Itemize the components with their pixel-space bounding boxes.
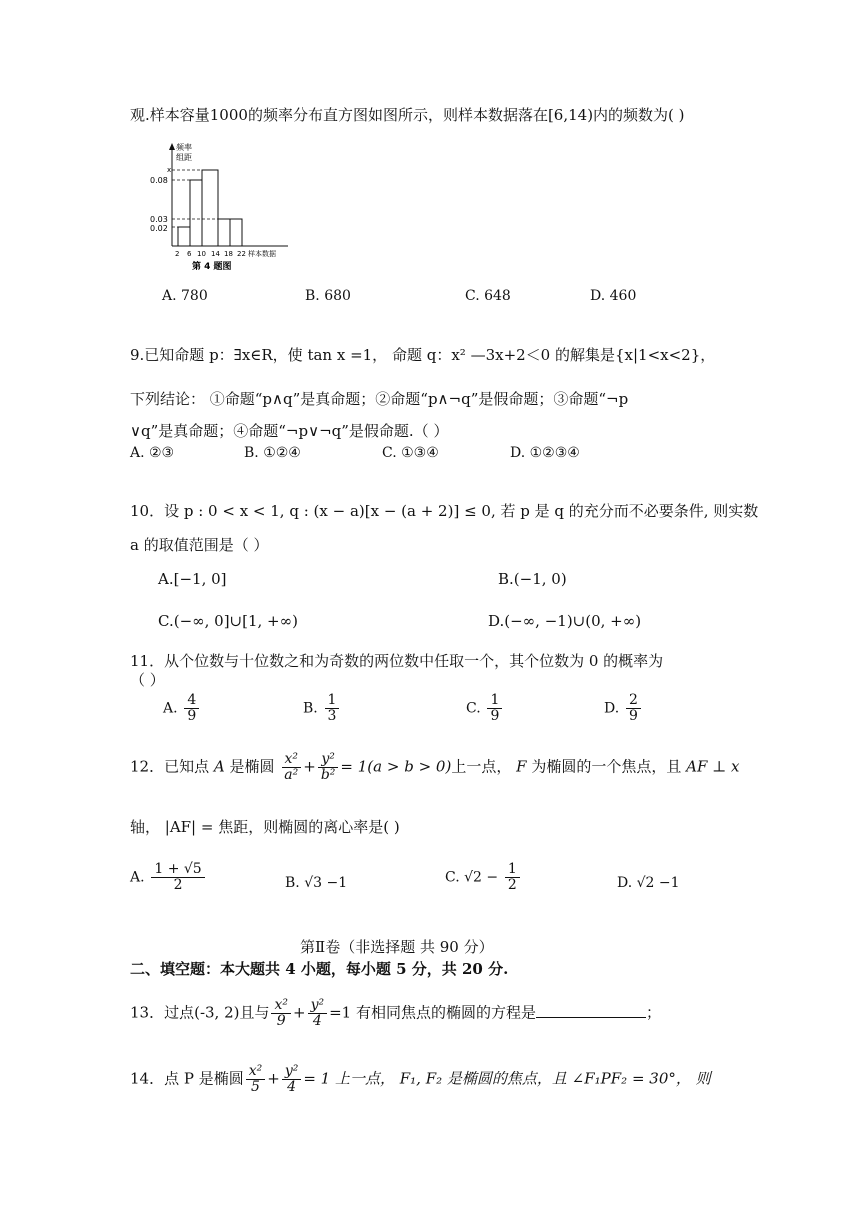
histogram-ytick-003: 0.03 [150,215,168,224]
q13-fraction-x: $\frac{\text{x²}}{9}$ [271,998,291,1029]
q8-option-b[interactable]: B. 680 [305,288,351,304]
q14-line: 14．点 P 是椭圆 $\frac{\text{x²}}{5}$ + $\frac{\text{y²}}{4}$ = 1 上一点， F₁, F₂ 是椭圆的焦点，且 ∠F₁PF₂ = 30°， 则 [130,1063,711,1095]
histogram-bar [218,219,230,246]
q10-option-d[interactable]: D.(−∞, −1)∪(0, +∞) [488,612,642,630]
q14-fraction-y: $\frac{\text{y²}}{4}$ [282,1064,302,1095]
q11-option-b[interactable] [303,693,341,724]
q11-option-b-fraction: $\frac{1}{3}$ [325,693,340,724]
histogram-bar [190,180,202,246]
section2-title: 第Ⅱ卷（非选择题 共 90 分） [300,938,494,956]
q8-stem: 观.样本容量1000的频率分布直方图如图所示，则样本数据落在[6,14)内的频数为( ) [130,106,685,124]
histogram-xtick: 6 [187,250,192,258]
q12-option-b[interactable]: B. √3 −1 [285,875,348,891]
q9-option-b[interactable]: B. ①②④ [244,445,301,461]
histogram-bar [230,219,242,246]
q8-option-d[interactable]: D. 460 [590,288,637,304]
q12-option-a[interactable]: A. $\frac{1 + √5}{2}$ [130,862,207,893]
histogram-ylabel-2: 组距 [176,153,192,162]
q9-line2: 下列结论： ①命题“p∧q”是真命题；②命题“p∧¬q”是假命题；③命题“¬p [130,390,629,408]
histogram-ymark: x [167,166,172,174]
q11-line1: 11．从个位数与十位数之和为奇数的两位数中任取一个，其个位数为 0 的概率为 [130,652,664,670]
q12-line1: 12．已知点 A 是椭圆 $\frac{\text{x²}}{\text{a²}}$ + $\frac{\text{y²}}{\text{b²}}$ = 1(a > b > 0)上一点， F 为椭圆的一个焦点，且 AF ⊥ x [130,751,740,783]
histogram-xtick: 22 [237,250,246,258]
q11-option-a[interactable] [163,693,201,724]
q12-fraction-y: $\frac{\text{y²}}{\text{b²}}$ [318,752,339,783]
q10-line2: a 的取值范围是（ ） [130,536,269,554]
q8-option-c[interactable]: C. 648 [465,288,511,304]
q10-option-b[interactable]: B.(−1, 0) [498,570,567,588]
q10-option-a[interactable]: A.[−1, 0] [158,570,227,588]
q13-line: 13．过点(-3, 2)且与 $\frac{\text{x²}}{9}$ + $\frac{\text{y²}}{4}$ =1 有相同焦点的椭圆的方程是 ； [130,997,662,1029]
q10-option-c[interactable]: C.(−∞, 0]∪[1, +∞) [158,612,298,630]
histogram-xlabel: 样本数据 [248,250,276,258]
histogram-xtick: 18 [224,250,233,258]
histogram-bar [178,227,190,246]
histogram-xtick: 14 [211,250,220,258]
q11-option-c-fraction: $\frac{1}{9}$ [487,693,502,724]
q12-fraction-x: $\frac{\text{x²}}{\text{a²}}$ [281,752,301,783]
histogram-ytick-002: 0.02 [150,224,168,233]
histogram-ylabel-1: 频率 [176,143,192,152]
q11-line2: （ ） [130,671,165,689]
histogram-bar [202,170,218,246]
section2-heading: 二、填空题：本大题共 4 小题，每小题 5 分，共 20 分. [130,960,509,978]
q12-option-c[interactable]: C. √2 − $\frac{1}{2}$ [445,862,522,893]
histogram-caption: 第 4 题图 [192,262,232,272]
q9-option-d[interactable]: D. ①②③④ [510,445,580,461]
histogram-xtick: 2 [175,250,180,258]
q13-answer-blank[interactable] [536,1001,646,1018]
histogram-xtick: 10 [197,250,206,258]
q11-option-d-label: D. [604,700,620,717]
histogram-ytick-008: 0.08 [150,176,168,185]
q11-option-b-label: B. [303,700,318,717]
q11-option-d[interactable] [604,693,643,724]
q12-option-c-fraction: $\frac{1}{2}$ [505,862,520,893]
q13-fraction-y: $\frac{\text{y²}}{4}$ [308,998,328,1029]
q11-option-c-label: C. [466,700,481,717]
q10-line1: 10．设 p : 0 < x < 1, q : (x − a)[x − (a + 2)] ≤ 0, 若 p 是 q 的充分而不必要条件, 则实数 [130,502,759,520]
q11-option-a-fraction: $\frac{4}{9}$ [184,693,199,724]
q9-line1: 9.已知命题 p：∃x∈R，使 tan x =1， 命题 q：x² —3x+2＜0 的解集是{x|1<x<2}， [130,346,716,364]
q9-line3: ∨q”是真命题；④命题“¬p∨¬q”是假命题.（ ） [130,422,449,440]
q8-option-a[interactable]: A. 780 [162,288,208,304]
q11-option-a-label: A. [163,700,178,717]
q14-fraction-x: $\frac{\text{x²}}{5}$ [246,1064,266,1095]
q9-option-a[interactable]: A. ②③ [130,445,175,461]
q9-option-c[interactable]: C. ①③④ [382,445,439,461]
histogram-figure [140,142,290,272]
q12-option-a-fraction: $\frac{1 + √5}{2}$ [151,862,204,893]
q12-line2: 轴， |AF| = 焦距，则椭圆的离心率是( ) [130,818,400,836]
q12-option-d[interactable]: D. √2 −1 [617,875,680,891]
q11-option-d-fraction: $\frac{2}{9}$ [626,693,641,724]
q11-option-c[interactable] [466,693,504,724]
